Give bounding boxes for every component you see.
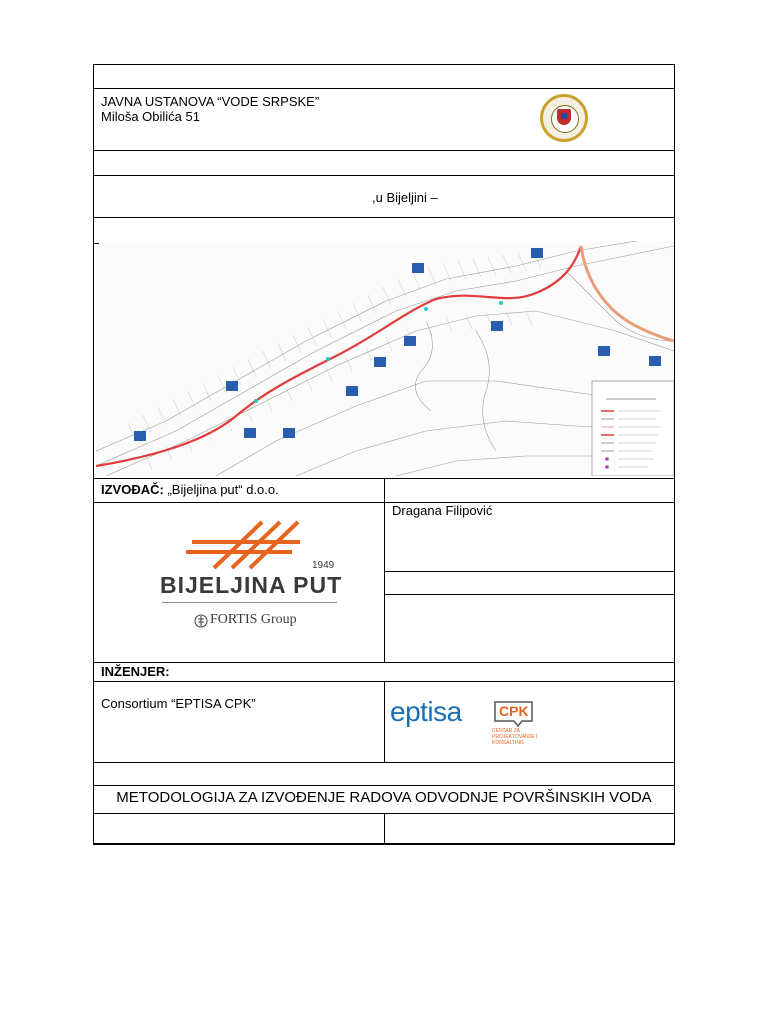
cpk-subtext: CENTAR ZA PROJEKTOVANJE I KONSALTING [492, 728, 538, 746]
rule [94, 88, 674, 89]
document-title: METODOLOGIJA ZA IZVOĐENJE RADOVA ODVODNJE POVRŠINSKIH VODA [116, 789, 652, 806]
rule [94, 175, 674, 176]
contractor-name: „Bijeljina put“ d.o.o. [163, 482, 279, 497]
column-divider [384, 681, 385, 762]
contractor-label: IZVOĐAČ: [101, 482, 164, 497]
rule [94, 762, 674, 763]
logo-group-name: FORTIS Group [210, 612, 297, 627]
coat-of-arms-seal-icon [540, 94, 588, 142]
column-divider [384, 478, 385, 662]
contact-person: Dragana Filipović [392, 503, 493, 518]
margin-tick [93, 243, 99, 244]
cpk-text: CPK [499, 703, 529, 719]
document-frame [93, 64, 675, 845]
logo-year: 1949 [312, 560, 335, 571]
fortis-icon [194, 614, 208, 628]
logo-company-name: BIJELJINA PUT [160, 572, 343, 598]
institution-address: Miloša Obilića 51 [101, 109, 200, 124]
contractor-row [101, 482, 279, 498]
engineer-consortium: Consortium “EPTISA CPK” [101, 696, 256, 711]
rule [94, 217, 674, 218]
eptisa-logo: eptisa [390, 696, 462, 727]
rule [94, 662, 674, 663]
rule [94, 150, 674, 151]
rule [94, 785, 674, 786]
rule [384, 594, 674, 595]
rule [94, 843, 674, 844]
institution-name: JAVNA USTANOVA “VODE SRPSKE” [101, 94, 320, 109]
engineer-label: INŽENJER: [101, 664, 170, 679]
site-map-plan-icon [96, 241, 674, 476]
rule [384, 571, 674, 572]
column-divider [384, 813, 385, 843]
location-subtitle: ,u Bijeljini – [372, 190, 438, 205]
cpk-logo [492, 699, 540, 746]
bijeljina-put-logo [152, 520, 352, 635]
